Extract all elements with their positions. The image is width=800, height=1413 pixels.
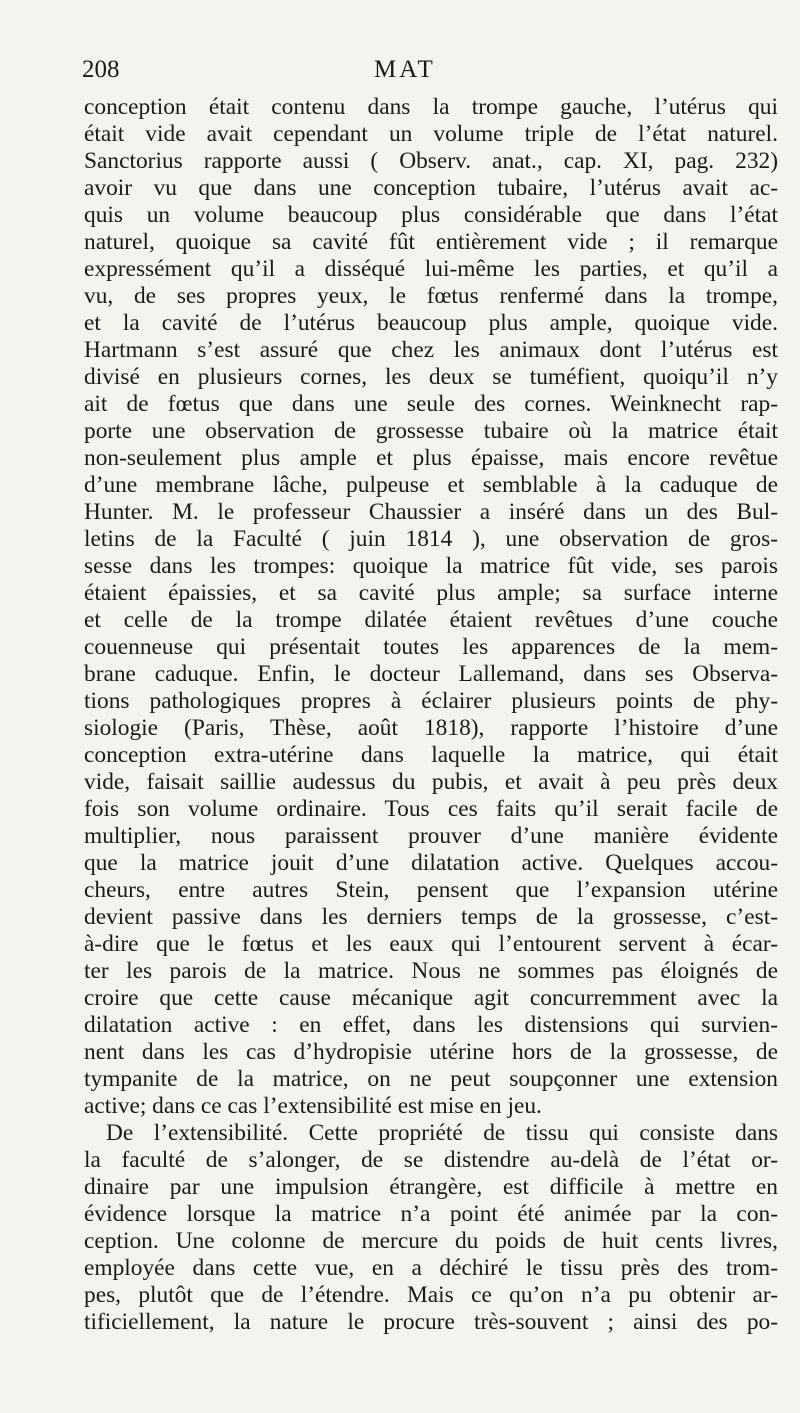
text-line: étaient épaissies, et sa cavité plus ample; sa surface interne <box>84 580 778 606</box>
text-line: employée dans cette vue, en a déchiré le tissu près des trom- <box>84 1255 778 1281</box>
text-line: naturel, quoique sa cavité fût entièrement vide ; il remarque <box>84 229 778 255</box>
text-line: ait de fœtus que dans une seule des cornes. Weinknecht rap- <box>84 391 778 417</box>
text-line: avoir vu que dans une conception tubaire, l’utérus avait ac- <box>84 175 778 201</box>
text-line: porte une observation de grossesse tubaire où la matrice était <box>84 418 778 444</box>
text-line: letins de la Faculté ( juin 1814 ), une observation de gros- <box>84 526 778 552</box>
text-line: conception extra-utérine dans laquelle la matrice, qui était <box>84 742 778 768</box>
text-line: sesse dans les trompes: quoique la matrice fût vide, ses parois <box>84 553 778 579</box>
text-line: devient passive dans les derniers temps de la grossesse, c’est- <box>84 904 778 930</box>
text-line: que la matrice jouit d’une dilatation active. Quelques accou- <box>84 850 778 876</box>
text-line: était vide avait cependant un volume triple de l’état naturel. <box>84 121 778 147</box>
text-line: couenneuse qui présentait toutes les apparences de la mem- <box>84 634 778 660</box>
text-line: Hunter. M. le professeur Chaussier a inséré dans un des Bul- <box>84 499 778 525</box>
text-line: quis un volume beaucoup plus considérable que dans l’état <box>84 202 778 228</box>
text-line: De l’extensibilité. Cette propriété de tissu qui consiste dans <box>106 1120 778 1146</box>
text-line: croire que cette cause mécanique agit concurremment avec la <box>84 985 778 1011</box>
text-line: conception était contenu dans la trompe gauche, l’utérus qui <box>84 94 778 120</box>
body-text <box>84 94 778 1336</box>
text-line: expressément qu’il a disséqué lui-même les parties, et qu’il a <box>84 256 778 282</box>
text-line: évidence lorsque la matrice n’a point été animée par la con- <box>84 1201 778 1227</box>
page-header <box>82 56 762 92</box>
text-line: divisé en plusieurs cornes, les deux se tuméfient, quoiqu’il n’y <box>84 364 778 390</box>
text-line: Hartmann s’est assuré que chez les animaux dont l’utérus est <box>84 337 778 363</box>
text-line: vide, faisait saillie audessus du pubis, et avait à peu près deux <box>84 769 778 795</box>
running-head: MAT <box>374 56 436 83</box>
text-line: et la cavité de l’utérus beaucoup plus ample, quoique vide. <box>84 310 778 336</box>
text-line: brane caduque. Enfin, le docteur Lallemand, dans ses Observa- <box>84 661 778 687</box>
text-line: cheurs, entre autres Stein, pensent que l’expansion utérine <box>84 877 778 903</box>
text-line: d’une membrane lâche, pulpeuse et semblable à la caduque de <box>84 472 778 498</box>
text-line: et celle de la trompe dilatée étaient revêtues d’une couche <box>84 607 778 633</box>
page-number: 208 <box>82 56 120 83</box>
text-line: ter les parois de la matrice. Nous ne sommes pas éloignés de <box>84 958 778 984</box>
text-line: tificiellement, la nature le procure très-souvent ; ainsi des po- <box>84 1309 778 1335</box>
text-line: à-dire que le fœtus et les eaux qui l’entourent servent à écar- <box>84 931 778 957</box>
text-line: Sanctorius rapporte aussi ( Observ. anat., cap. XI, pag. 232) <box>84 148 778 174</box>
text-line: ception. Une colonne de mercure du poids de huit cents livres, <box>84 1228 778 1254</box>
text-line: la faculté de s’alonger, de se distendre au-delà de l’état or- <box>84 1147 778 1173</box>
text-line: fois son volume ordinaire. Tous ces faits qu’il serait facile de <box>84 796 778 822</box>
text-line: non-seulement plus ample et plus épaisse, mais encore revêtue <box>84 445 778 471</box>
text-line: dinaire par une impulsion étrangère, est difficile à mettre en <box>84 1174 778 1200</box>
paragraph-end-line: active; dans ce cas l’extensibilité est mise en jeu. <box>84 1093 542 1119</box>
text-line: multiplier, nous paraissent prouver d’une manière évidente <box>84 823 778 849</box>
text-line: dilatation active : en effet, dans les distensions qui survien- <box>84 1012 778 1038</box>
text-line: tions pathologiques propres à éclairer plusieurs points de phy- <box>84 688 778 714</box>
text-line: siologie (Paris, Thèse, août 1818), rapporte l’histoire d’une <box>84 715 778 741</box>
text-line: pes, plutôt que de l’étendre. Mais ce qu’on n’a pu obtenir ar- <box>84 1282 778 1308</box>
text-line: tympanite de la matrice, on ne peut soupçonner une extension <box>84 1066 778 1092</box>
text-line: vu, de ses propres yeux, le fœtus renfermé dans la trompe, <box>84 283 778 309</box>
text-line: nent dans les cas d’hydropisie utérine hors de la grossesse, de <box>84 1039 778 1065</box>
